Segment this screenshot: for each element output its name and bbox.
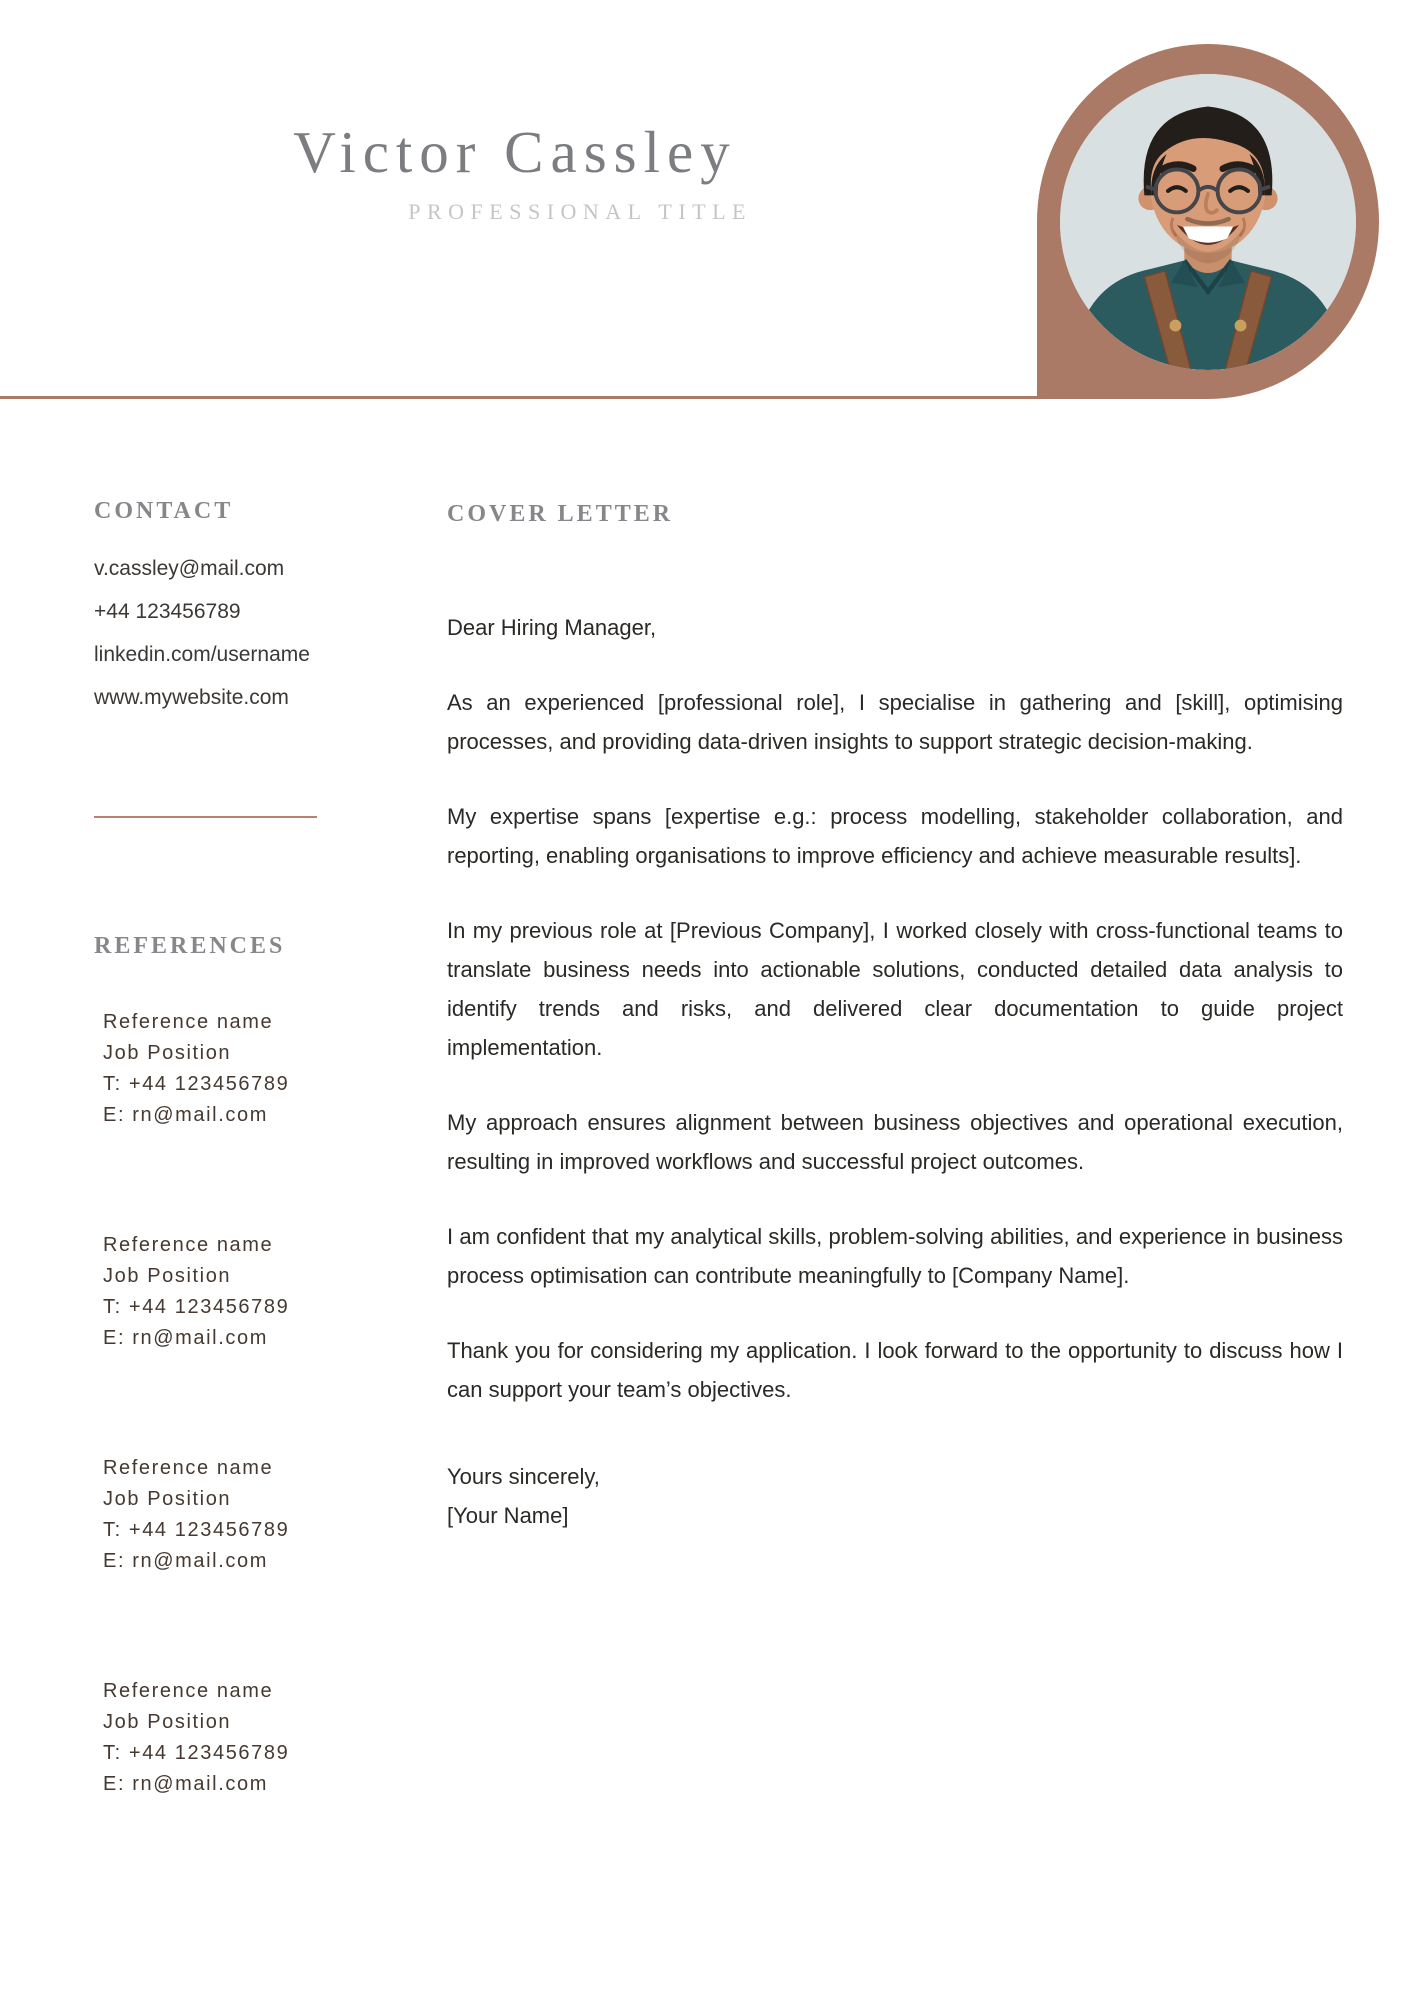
profile-photo xyxy=(1060,74,1356,370)
letter-paragraph: In my previous role at [Previous Company], I worked closely with cross-functional teams to translate business needs into actionable solutions, conducted detailed data analysis to identify trends and risks, and delivered clear documentation to guide project implementation. xyxy=(447,918,1343,1060)
professional-title: PROFESSIONAL TITLE xyxy=(408,199,752,224)
contact-list xyxy=(94,557,404,710)
reference-name: Reference name xyxy=(103,1011,274,1033)
reference-name: Reference name xyxy=(103,1234,274,1256)
reference-email: E: rn@mail.com xyxy=(103,1773,268,1795)
reference-name: Reference name xyxy=(103,1680,274,1702)
reference-position: Job Position xyxy=(103,1488,232,1510)
contact-email: v.cassley@mail.com xyxy=(94,557,285,580)
letter-paragraph: Thank you for considering my application. I look forward to the opportunity to discuss how I can support your team’s objectives. xyxy=(447,1338,1343,1402)
reference-phone: T: +44 123456789 xyxy=(103,1073,290,1095)
reference-position: Job Position xyxy=(103,1265,232,1287)
contact-website: www.mywebsite.com xyxy=(94,686,289,709)
cover-letter-body xyxy=(447,500,1343,1535)
signature: [Your Name] xyxy=(447,1503,569,1528)
sidebar xyxy=(94,497,404,1899)
contact-phone: +44 123456789 xyxy=(94,600,241,623)
reference-phone: T: +44 123456789 xyxy=(103,1742,290,1764)
reference-phone: T: +44 123456789 xyxy=(103,1519,290,1541)
reference-name: Reference name xyxy=(103,1457,274,1479)
closing: Yours sincerely, xyxy=(447,1464,600,1489)
reference-phone: T: +44 123456789 xyxy=(103,1296,290,1318)
contact-heading: CONTACT xyxy=(94,498,234,524)
letter-paragraph: My expertise spans [expertise e.g.: process modelling, stakeholder collaboration, and reporting, enabling organisations to improve efficiency and achieve measurable results]. xyxy=(447,804,1343,868)
reference-entry xyxy=(103,1007,404,1131)
salutation: Dear Hiring Manager, xyxy=(447,615,657,640)
reference-position: Job Position xyxy=(103,1711,232,1733)
reference-email: E: rn@mail.com xyxy=(103,1550,268,1572)
sidebar-divider-line xyxy=(94,816,317,818)
reference-entry xyxy=(103,1230,404,1354)
contact-linkedin: linkedin.com/username xyxy=(94,643,310,666)
portrait-illustration xyxy=(1060,74,1356,370)
letter-paragraph: My approach ensures alignment between business objectives and operational execution, resulting in improved workflows and successful project outcomes. xyxy=(447,1110,1343,1174)
letter-paragraph: I am confident that my analytical skills, problem-solving abilities, and experience in business process optimisation can contribute meaningfully to [Company Name]. xyxy=(447,1224,1343,1288)
header-divider-line xyxy=(0,396,1039,399)
references-heading: REFERENCES xyxy=(94,933,286,959)
reference-email: E: rn@mail.com xyxy=(103,1327,268,1349)
reference-entry xyxy=(103,1676,404,1800)
reference-email: E: rn@mail.com xyxy=(103,1104,268,1126)
letter-paragraph: As an experienced [professional role], I specialise in gathering and [skill], optimising processes, and providing data-driven insights to support strategic decision-making. xyxy=(447,690,1343,754)
cover-letter-heading: COVER LETTER xyxy=(447,501,674,527)
photo-frame xyxy=(1037,44,1379,399)
person-name: Victor Cassley xyxy=(293,119,737,185)
references-list xyxy=(94,1007,404,1800)
reference-position: Job Position xyxy=(103,1042,232,1064)
header-name-block xyxy=(270,118,760,225)
reference-entry xyxy=(103,1453,404,1577)
